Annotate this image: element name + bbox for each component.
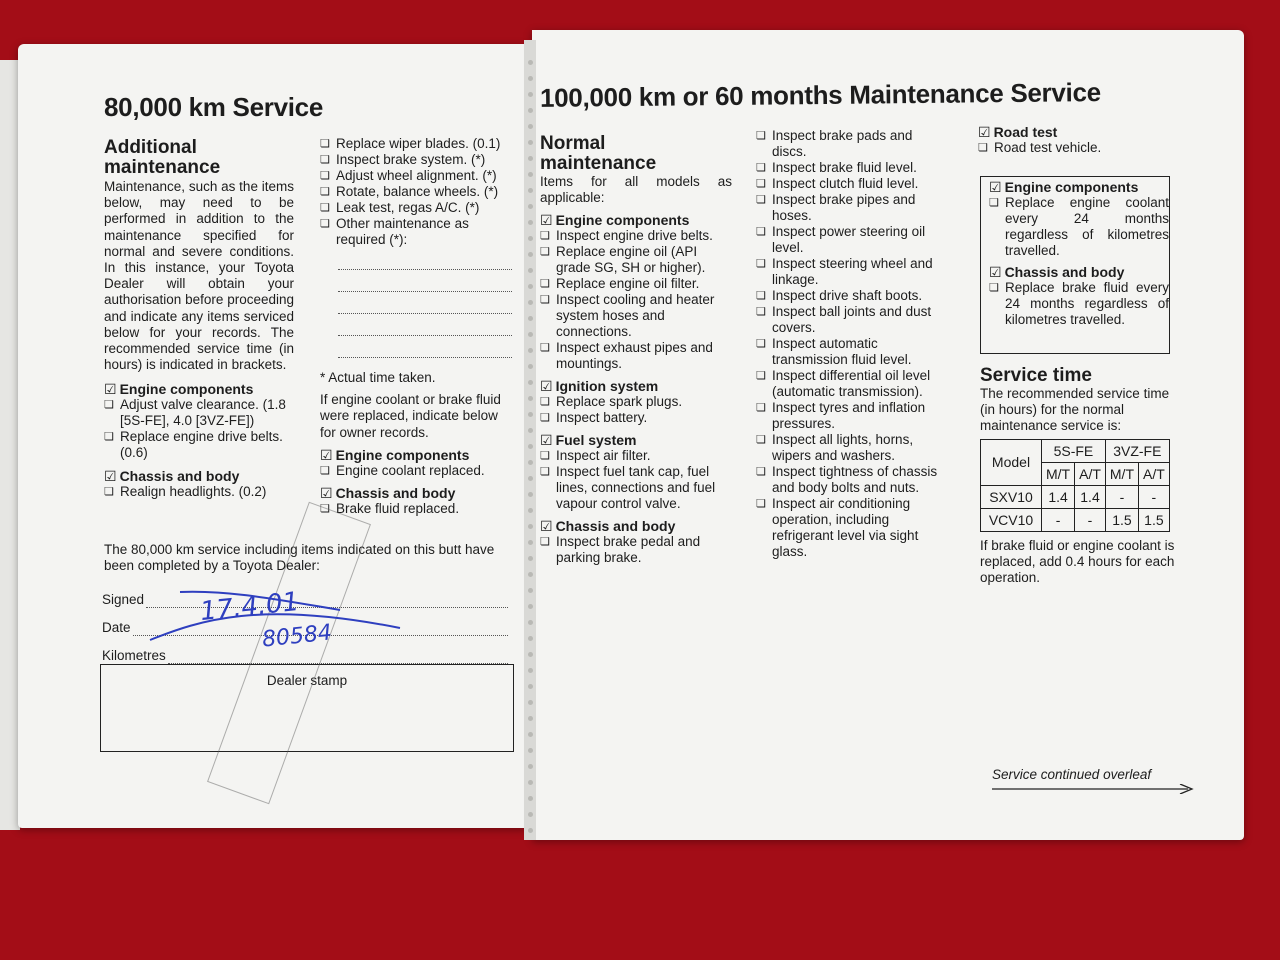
spine-hole	[528, 476, 533, 481]
engine-header-5sfe: 5S-FE	[1042, 439, 1106, 462]
list-item: ❏ Inspect brake fluid level.	[756, 160, 950, 176]
spine-hole	[528, 460, 533, 465]
spine-hole	[528, 300, 533, 305]
coolant-chassis-items	[320, 501, 512, 517]
subhead: M/T	[1042, 462, 1075, 485]
dealer-stamp-label: Dealer stamp	[266, 673, 348, 688]
spine-hole	[528, 412, 533, 417]
list-item: ❏ Inspect brake pipes and hoses.	[756, 192, 950, 224]
spine-hole	[528, 348, 533, 353]
spine-hole	[528, 188, 533, 193]
spine-hole	[528, 780, 533, 785]
spine-hole	[528, 76, 533, 81]
severe-items-box	[980, 176, 1170, 354]
list-item: ❏ Rotate, balance wheels. (*)	[320, 184, 512, 200]
engine-items-left	[104, 397, 294, 461]
cell: 1.5	[1105, 508, 1138, 531]
spine-hole	[528, 748, 533, 753]
spine-hole	[528, 764, 533, 769]
cell: -	[1075, 508, 1106, 531]
spine-hole	[528, 284, 533, 289]
spine-hole	[528, 716, 533, 721]
spine-hole	[528, 540, 533, 545]
spine-hole	[528, 444, 533, 449]
fuel-items	[540, 448, 732, 512]
arrow-right-icon	[992, 784, 1194, 794]
spine-hole	[528, 364, 533, 369]
list-item: ❏ Inspect battery.	[540, 410, 732, 426]
list-item: ❏ Replace engine drive belts. (0.6)	[104, 429, 294, 461]
coolant-engine-items	[320, 463, 512, 479]
ignition-items	[540, 394, 732, 426]
service-continued	[992, 766, 1194, 794]
spine-hole	[528, 220, 533, 225]
coolant-chassis-heading: ☑ Chassis and body	[320, 485, 512, 501]
spine-hole	[528, 60, 533, 65]
spine-hole	[528, 524, 533, 529]
list-item: ❏ Inspect brake pads and discs.	[756, 128, 950, 160]
list-item: ❏ Replace engine oil (API grade SG, SH or higher).	[540, 244, 732, 276]
row-model: VCV10	[981, 508, 1042, 531]
handwritten-km: 80584	[260, 620, 334, 653]
spine-hole	[528, 332, 533, 337]
chassis-heading-right: ☑ Chassis and body	[540, 518, 732, 534]
box-chassis-heading: ☑ Chassis and body	[989, 264, 1169, 280]
other-required-lines	[320, 248, 512, 358]
actual-time-note: * Actual time taken.	[320, 370, 436, 385]
chassis-items-right	[540, 534, 732, 566]
spine-hole	[528, 316, 533, 321]
inspection-items-column	[756, 128, 950, 560]
engine-items-right	[540, 228, 732, 372]
spine-hole	[528, 700, 533, 705]
road-test-heading: ☑ Road test	[978, 124, 1178, 140]
service-time-title: Service time	[980, 365, 1092, 386]
cell: 1.5	[1139, 508, 1170, 531]
spine-hole	[528, 636, 533, 641]
chassis-items-left	[104, 484, 294, 500]
model-header: Model	[981, 439, 1042, 485]
table-row	[981, 485, 1170, 508]
spine-hole	[528, 508, 533, 513]
list-item: ❏ Inspect cooling and heater system hoses and connections.	[540, 292, 732, 340]
list-item: ❏ Other maintenance as required (*):	[320, 216, 512, 248]
additional-title-line1: Additional	[104, 137, 197, 158]
handwritten-date: 17.4.01	[198, 586, 301, 628]
box-chassis-items	[989, 280, 1169, 328]
coolant-note: If engine coolant or brake fluid were replaced, indicate below for owner records.	[320, 392, 501, 440]
spine-hole	[528, 108, 533, 113]
spine-hole	[528, 684, 533, 689]
table-row	[981, 508, 1170, 531]
spine-hole	[528, 204, 533, 209]
list-item: ❏ Inspect fuel tank cap, fuel lines, connections and fuel vapour control valve.	[540, 464, 732, 512]
list-item: ❏ Inspect engine drive belts.	[540, 228, 732, 244]
list-item: ❏ Replace brake fluid every 24 months regardless of kilometres travelled.	[989, 280, 1169, 328]
signed-label: Signed	[102, 591, 145, 607]
spine-hole	[528, 652, 533, 657]
box-engine-heading: ☑ Engine components	[989, 179, 1169, 195]
spine-hole	[528, 828, 533, 833]
list-item: ❏ Inspect power steering oil level.	[756, 224, 950, 256]
spine-hole	[528, 124, 533, 129]
spine-hole	[528, 668, 533, 673]
normal-maintenance-column	[540, 134, 732, 566]
list-item: ❏ Inspect tightness of chassis and body bolts and nuts.	[756, 464, 950, 496]
right-page-title: 100,000 km or 60 months Maintenance Service	[539, 77, 1101, 113]
additional-items-column	[320, 136, 512, 517]
subhead: A/T	[1075, 462, 1106, 485]
list-item: ❏ Engine coolant replaced.	[320, 463, 512, 479]
list-item: ❏ Inspect all lights, horns, wipers and washers.	[756, 432, 950, 464]
list-item: ❏ Inspect clutch fluid level.	[756, 176, 950, 192]
chassis-heading-left: ☑ Chassis and body	[104, 468, 294, 484]
spine-hole	[528, 604, 533, 609]
list-item: ❏ Replace engine oil filter.	[540, 276, 732, 292]
service-time-text: The recommended service time (in hours) for the normal maintenance service is:	[980, 386, 1170, 434]
spine-hole	[528, 732, 533, 737]
additional-items-list	[320, 136, 512, 248]
engine-header-3vzfe: 3VZ-FE	[1105, 439, 1169, 462]
spine-hole	[528, 812, 533, 817]
date-label: Date	[102, 619, 131, 635]
list-item: ❏ Inspect tyres and inflation pressures.	[756, 400, 950, 432]
service-continued-text: Service continued overleaf	[992, 767, 1152, 782]
left-page-title: 80,000 km Service	[104, 92, 323, 122]
road-test-items	[978, 140, 1178, 156]
cell: 1.4	[1075, 485, 1106, 508]
ignition-heading: ☑ Ignition system	[540, 378, 732, 394]
list-item: ❏ Inspect differential oil level (automatic transmission).	[756, 368, 950, 400]
spine-hole	[528, 492, 533, 497]
spine-hole	[528, 380, 533, 385]
cell: 1.4	[1042, 485, 1075, 508]
fuel-heading: ☑ Fuel system	[540, 432, 732, 448]
spine-hole	[528, 172, 533, 177]
spine-hole	[528, 572, 533, 577]
list-item: ❏ Brake fluid replaced.	[320, 501, 512, 517]
spine-hole	[528, 556, 533, 561]
list-item: ❏ Inspect air filter.	[540, 448, 732, 464]
normal-title-line1: Normal	[540, 133, 606, 154]
cell: -	[1139, 485, 1170, 508]
list-item: ❏ Inspect drive shaft boots.	[756, 288, 950, 304]
list-item: ❏ Inspect air conditioning operation, including refrigerant level via sight glass.	[756, 496, 950, 560]
km-label: Kilometres	[102, 647, 166, 663]
list-item: ❏ Adjust wheel alignment. (*)	[320, 168, 512, 184]
spine-hole	[528, 588, 533, 593]
cell: -	[1042, 508, 1075, 531]
subhead: A/T	[1139, 462, 1170, 485]
list-item: ❏ Replace spark plugs.	[540, 394, 732, 410]
spine-hole	[528, 428, 533, 433]
engine-heading-right: ☑ Engine components	[540, 212, 732, 228]
road-test-section	[978, 124, 1178, 156]
spine-hole	[528, 236, 533, 241]
spine-hole	[528, 140, 533, 145]
additional-title-line2: maintenance	[104, 157, 221, 178]
spine-hole	[528, 92, 533, 97]
list-item: ❏ Adjust valve clearance. (1.8 [5S-FE], 4.0 [3VZ-FE])	[104, 397, 294, 429]
brake-fluid-note: If brake fluid or engine coolant is replaced, add 0.4 hours for each operation.	[980, 537, 1175, 586]
list-item: ❏ Realign headlights. (0.2)	[104, 484, 294, 500]
coolant-engine-heading: ☑ Engine components	[320, 447, 512, 463]
list-item: ❏ Leak test, regas A/C. (*)	[320, 200, 512, 216]
spine-hole	[528, 396, 533, 401]
spine-hole	[528, 620, 533, 625]
spine-hole	[528, 268, 533, 273]
spine-hole	[528, 796, 533, 801]
box-engine-items	[989, 195, 1169, 259]
signature-scribble	[140, 580, 410, 660]
spine-hole	[528, 252, 533, 257]
subhead: M/T	[1105, 462, 1138, 485]
cell: -	[1105, 485, 1138, 508]
service-time-section	[980, 366, 1180, 586]
additional-intro: Maintenance, such as the items below, may need to be performed in addition to the maintenance specified for normal and severe conditions. In this instance, your Toyota Dealer will obtain your authorisation before proceeding and indicate any items serviced below for your records. The recommended service time (in hours) is indicated in brackets.	[104, 179, 294, 373]
list-item: ❏ Inspect brake system. (*)	[320, 152, 512, 168]
list-item: ❏ Inspect automatic transmission fluid level.	[756, 336, 950, 368]
normal-title-line2: maintenance	[540, 153, 657, 174]
service-time-table	[980, 439, 1170, 532]
list-item: ❏ Inspect brake pedal and parking brake.	[540, 534, 732, 566]
page-edge-left	[0, 60, 20, 830]
list-item: ❏ Road test vehicle.	[978, 140, 1178, 156]
list-item: ❏ Replace wiper blades. (0.1)	[320, 136, 512, 152]
row-model: SXV10	[981, 485, 1042, 508]
items-for-all-note: Items for all models as applicable:	[540, 174, 732, 206]
list-item: ❏ Replace engine coolant every 24 months regardless of kilometres travelled.	[989, 195, 1169, 259]
completion-text: The 80,000 km service including items indicated on this butt have been completed by a Toyota Dealer:	[104, 542, 495, 574]
additional-maintenance-section	[104, 138, 294, 500]
engine-heading-left: ☑ Engine components	[104, 381, 294, 397]
list-item: ❏ Inspect exhaust pipes and mountings.	[540, 340, 732, 372]
inspection-items-list	[756, 128, 950, 560]
spine-hole	[528, 156, 533, 161]
list-item: ❏ Inspect ball joints and dust covers.	[756, 304, 950, 336]
list-item: ❏ Inspect steering wheel and linkage.	[756, 256, 950, 288]
